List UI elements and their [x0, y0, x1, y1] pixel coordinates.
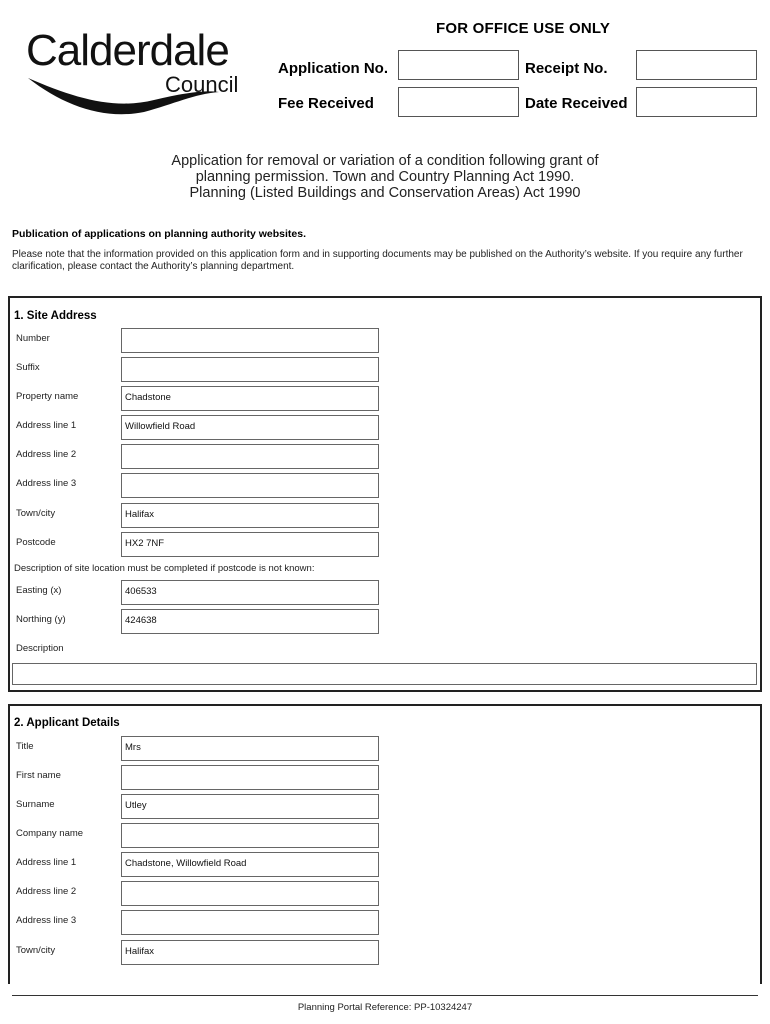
- applicant-title: 2. Applicant Details: [14, 717, 120, 729]
- applicant-company-label: Company name: [16, 828, 84, 839]
- applicant-first-label: First name: [16, 770, 61, 781]
- form-title-line1: Application for removal or variation of a condition following grant of: [171, 153, 599, 169]
- fee-received-field[interactable]: [398, 87, 519, 117]
- footer-divider: [12, 995, 758, 996]
- site-postcode-label: Postcode: [16, 537, 56, 548]
- site-description-label: Description: [16, 643, 64, 654]
- form-title: [0, 153, 770, 201]
- site-number-label: Number: [16, 333, 50, 344]
- form-title-line3: Planning (Listed Buildings and Conservation Areas) Act 1990: [189, 185, 581, 201]
- council-logo-name: Calderdale: [26, 26, 229, 75]
- site-easting-label: Easting (x): [16, 585, 62, 596]
- site-addr2-field[interactable]: [121, 444, 379, 469]
- site-address-title: 1. Site Address: [14, 310, 97, 322]
- site-addr3-label: Address line 3: [16, 478, 77, 489]
- site-addr1-field[interactable]: Willowfield Road: [121, 415, 379, 440]
- site-suffix-field[interactable]: [121, 357, 379, 382]
- office-use-heading: FOR OFFICE USE ONLY: [436, 20, 611, 37]
- site-addr3-field[interactable]: [121, 473, 379, 498]
- site-postcode-field[interactable]: HX2 7NF: [121, 532, 379, 557]
- fee-received-label: Fee Received: [278, 95, 374, 112]
- date-received-label: Date Received: [525, 95, 628, 112]
- publication-heading: Publication of applications on planning authority websites.: [12, 228, 307, 240]
- site-addr2-label: Address line 2: [16, 449, 77, 460]
- site-town-label: Town/city: [16, 508, 56, 519]
- site-description-field[interactable]: [12, 663, 757, 685]
- planning-portal-reference: Planning Portal Reference: PP-10324247: [297, 1002, 473, 1013]
- site-location-note: Description of site location must be completed if postcode is not known:: [14, 563, 315, 574]
- applicant-addr2-field[interactable]: [121, 881, 379, 906]
- application-no-label: Application No.: [278, 60, 388, 77]
- form-title-line2: planning permission. Town and Country Planning Act 1990.: [195, 169, 575, 185]
- applicant-town-field[interactable]: Halifax: [121, 940, 379, 965]
- receipt-no-label: Receipt No.: [525, 60, 608, 77]
- date-received-field[interactable]: [636, 87, 757, 117]
- site-property-field[interactable]: Chadstone: [121, 386, 379, 411]
- publication-text: Please note that the information provided on this application form and in supporting documents may be published on the Authority’s website. If you require any further clarification, please contact the Authority’s planning department.: [12, 249, 743, 272]
- site-property-label: Property name: [16, 391, 79, 402]
- applicant-surname-field[interactable]: Utley: [121, 794, 379, 819]
- site-addr1-label: Address line 1: [16, 420, 77, 431]
- council-logo-sub: Council: [165, 72, 239, 97]
- applicant-surname-label: Surname: [16, 799, 55, 810]
- site-suffix-label: Suffix: [16, 362, 40, 373]
- application-no-field[interactable]: [398, 50, 519, 80]
- site-northing-label: Northing (y): [16, 614, 66, 625]
- site-town-field[interactable]: Halifax: [121, 503, 379, 528]
- applicant-addr1-label: Address line 1: [16, 857, 77, 868]
- applicant-company-field[interactable]: [121, 823, 379, 848]
- receipt-no-field[interactable]: [636, 50, 757, 80]
- applicant-addr1-field[interactable]: Chadstone, Willowfield Road: [121, 852, 379, 877]
- applicant-addr2-label: Address line 2: [16, 886, 77, 897]
- applicant-addr3-label: Address line 3: [16, 915, 77, 926]
- applicant-title-field[interactable]: Mrs: [121, 736, 379, 761]
- site-number-field[interactable]: [121, 328, 379, 353]
- applicant-title-label: Title: [16, 741, 34, 752]
- site-northing-field[interactable]: 424638: [121, 609, 379, 634]
- applicant-addr3-field[interactable]: [121, 910, 379, 935]
- applicant-town-label: Town/city: [16, 945, 56, 956]
- applicant-first-field[interactable]: [121, 765, 379, 790]
- site-easting-field[interactable]: 406533: [121, 580, 379, 605]
